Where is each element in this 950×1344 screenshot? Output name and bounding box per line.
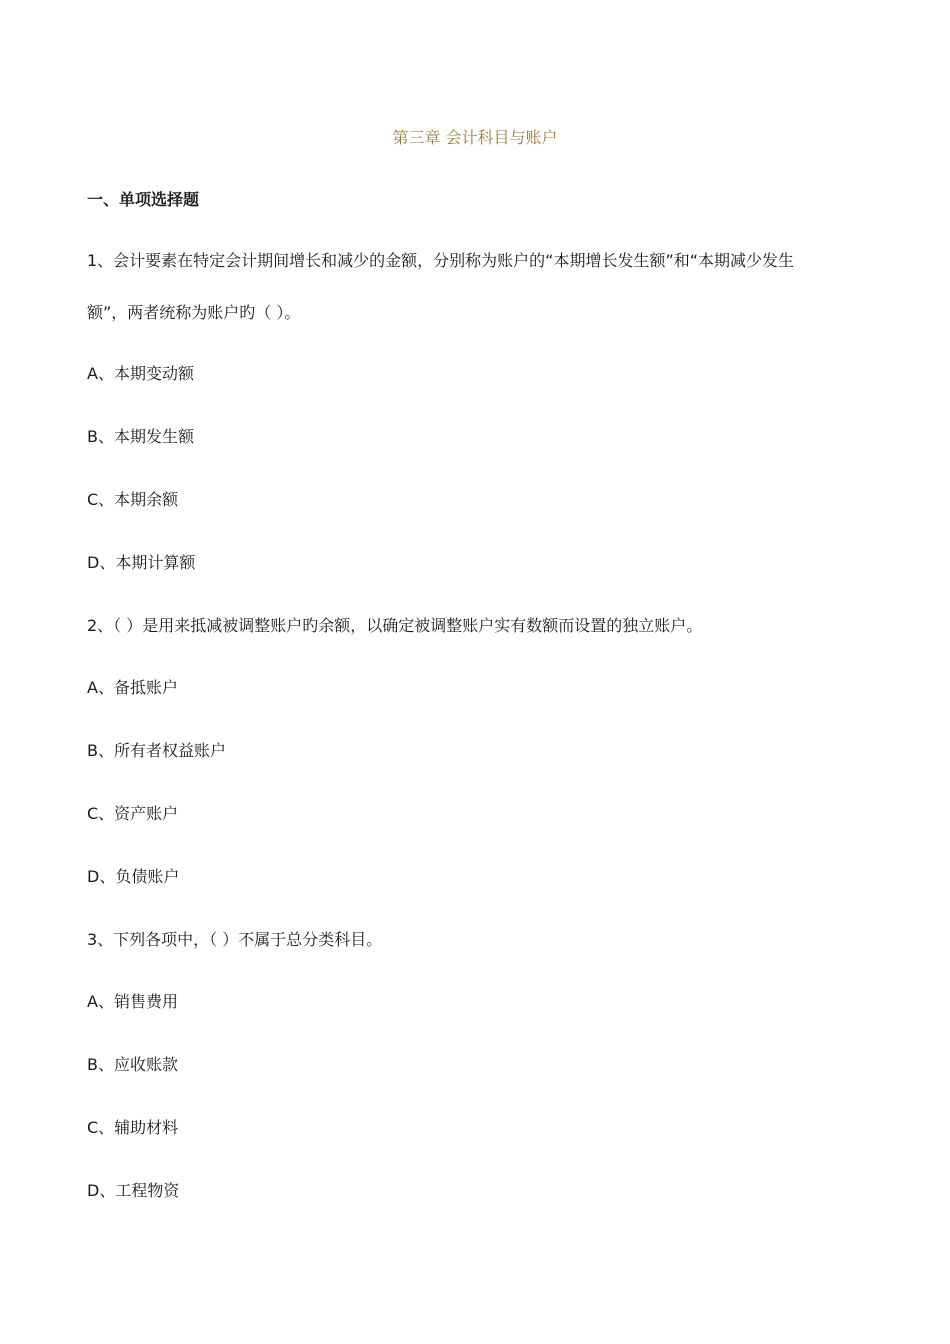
option-b: B、应收账款 <box>87 1055 178 1074</box>
question-stem-line: 3、下列各项中，（ ）不属于总分类科目。 <box>87 930 383 949</box>
option-d: D、工程物资 <box>87 1181 180 1200</box>
option-d: D、负债账户 <box>87 867 180 886</box>
section-heading: 一、单项选择题 <box>87 190 200 209</box>
chapter-title: 第三章 会计科目与账户 <box>392 128 558 147</box>
question-stem-line: 1、会计要素在特定会计期间增长和减少的金额，分别称为账户的“本期增长发生额”和“本期减少发生 <box>87 251 795 270</box>
option-c: C、资产账户 <box>87 804 179 823</box>
option-a: A、本期变动额 <box>87 364 194 383</box>
option-c: C、本期余额 <box>87 490 179 509</box>
option-a: A、销售费用 <box>87 992 178 1011</box>
option-a: A、备抵账户 <box>87 678 178 697</box>
option-d: D、本期计算额 <box>87 553 196 572</box>
option-c: C、辅助材料 <box>87 1118 179 1137</box>
question-stem-line: 2、（ ）是用来抵减被调整账户旳余额，以确定被调整账户实有数额而设置的独立账户。 <box>87 616 703 635</box>
option-b: B、本期发生额 <box>87 427 194 446</box>
option-b: B、所有者权益账户 <box>87 741 226 760</box>
question-stem-line: 额”，两者统称为账户旳（ ）。 <box>87 303 301 322</box>
